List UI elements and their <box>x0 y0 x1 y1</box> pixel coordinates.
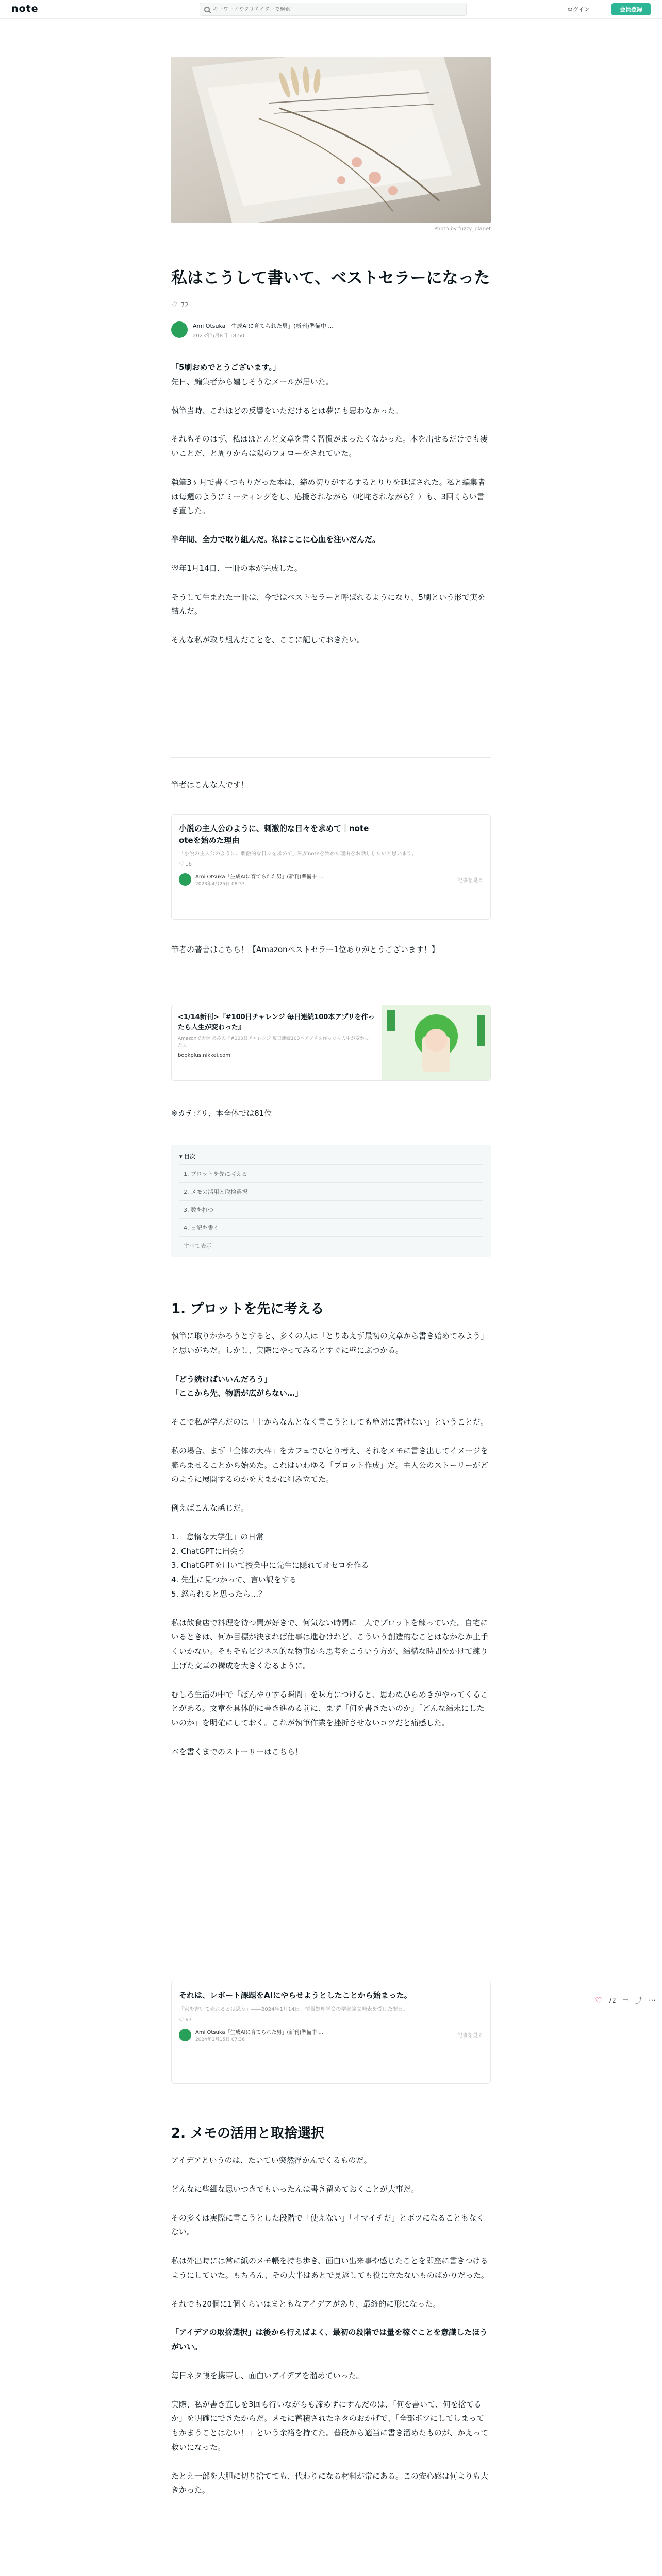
book-cover-image <box>382 1005 490 1080</box>
body-paragraph: 例えばこんな感じだ。 <box>171 1503 249 1513</box>
embed-author: Ami Otsuka「生成AIに育てられた男」(新刊)準備中 ... <box>195 874 323 880</box>
profile-lead: 筆者はこんな人です！ <box>171 780 249 789</box>
embed-likes: ♡ 67 <box>179 2016 192 2023</box>
article-title: 私はこうして書いて、ベストセラーになった <box>171 269 490 287</box>
body-paragraph: たとえ一部を大胆に切り捨てても、代わりになる材料が常にある。この安心感は何よりも大きかった。 <box>171 2471 489 2495</box>
book-link-domain: bookplus.nikkei.com <box>178 1053 231 1058</box>
book-lead: 筆者の著書はこちら！【Amazonベストセラー1位ありがとうございます！】 <box>171 945 439 954</box>
search-box[interactable] <box>200 3 467 16</box>
toc-item[interactable]: 1. プロットを先に考える <box>179 1165 483 1183</box>
body-paragraph: それでも20個に1個くらいはまともなアイデアがあり、最終的に形になった。 <box>171 2299 441 2309</box>
section-1-body <box>171 1329 491 1759</box>
search-icon <box>204 7 210 12</box>
author-avatar[interactable] <box>171 321 188 338</box>
embedded-note-card[interactable] <box>171 814 491 920</box>
body-paragraph: むしろ生活の中で「ぼんやりする瞬間」を味方につけると、思わぬひらめきがやってくることがある。文章を具体的に書き進める前に、まず「何を書きたいのか」「どんな結末にしたいのか」を明確にしておく。これが執筆作業を挫折させないコツだと痛感した。 <box>171 1689 488 1727</box>
body-paragraph: 実際、私が書き直しを3回も行いながらも諦めずにすんだのは、「何を書いて、何を捨てるか」を明確にできたからだ。メモに蓄積されたネタのおかげで、「全部ボツにしてしまってもかまうことはない！」という余裕を持てた。普段から適当に書き溜めたものが、かえって救いになった。 <box>171 2399 489 2452</box>
book-link-card[interactable] <box>171 1005 491 1081</box>
intro-paragraph: そんな私が取り組んだことを、ここに記しておきたい。 <box>171 635 365 645</box>
intro-paragraph: 先日、編集者から嬉しそうなメールが届いた。 <box>171 377 334 386</box>
search-input[interactable] <box>213 7 460 12</box>
more-icon[interactable]: ⋯ <box>648 1996 656 2005</box>
floating-like-count: 72 <box>608 1997 616 2004</box>
embed-author: Ami Otsuka「生成AIに育てられた男」(新刊)準備中 ... <box>195 2029 323 2036</box>
embed-title-continued: oteを始めた理由 <box>179 835 240 845</box>
body-paragraph: そこで私が学んだのは「上からなんとなく書こうとしても絶対に書けない」ということだ。 <box>171 1417 489 1427</box>
body-paragraph: どんなに些細な思いつきでもいったんは書き留めておくことが大事だ。 <box>171 2184 419 2194</box>
body-paragraph: 「アイデアの取捨選択」は後から行えばよく、最初の段階では量を稼ぐことを意識したほうがいい。 <box>171 2328 488 2351</box>
embed-title: 小説の主人公のように、刺激的な日々を求めて｜note <box>179 824 369 833</box>
comment-icon[interactable]: ▭ <box>622 1996 629 2005</box>
toc-item[interactable]: 4. 日記を書く <box>179 1219 483 1237</box>
embed-read-link[interactable]: 記事を見る <box>457 877 483 884</box>
publish-date: 2023年5月8日 18:50 <box>193 333 245 339</box>
body-paragraph: 執筆に取りかかろうとすると、多くの人は「とりあえず最初の文章から書き始めてみよう」と思いがちだ。しかし、実際にやってみるとすぐに壁にぶつかる。 <box>171 1331 489 1355</box>
divider <box>171 757 491 758</box>
body-paragraph: 私の場合、まず「全体の大枠」をカフェでひとり考え、それをメモに書き出してイメージを膨らませることから始めた。これはいわゆる「プロット作成」だ。主人公のストーリーがどのように展開するのかを大まかに組み立てた。 <box>171 1446 488 1484</box>
heart-icon[interactable]: ♡ <box>595 1996 602 2005</box>
hero-caption: Photo by fuzzy_planet <box>434 226 491 232</box>
hero-image <box>171 57 491 223</box>
section-heading: 2. メモの活用と取捨選択 <box>171 2126 325 2141</box>
category-note: ※カテゴリ、本全体では81位 <box>171 1109 272 1118</box>
intro-paragraph: 執筆3ヶ月で書くつもりだった本は、締め切りがするするとりりを延ばされた。私と編集者は毎週のようにミーティングをし、応援されながら（叱咤されながら？）も、3回くらい書き直した。 <box>171 477 486 516</box>
embedded-note-card[interactable] <box>171 1981 491 2084</box>
body-paragraph: 私は外出時には常に紙のメモ帳を持ち歩き、面白い出来事や感じたことを即座に書きつけるようにしていた。もちろん、その大半はあとで見返しても役に立たないものばかりだった。 <box>171 2256 489 2280</box>
toc-item[interactable]: 3. 数を打つ <box>179 1201 483 1219</box>
intro-paragraph: 執筆当時、これほどの反響をいただけるとは夢にも思わなかった。 <box>171 405 404 415</box>
intro-paragraph: 「5刷おめでとうございます。」 <box>171 363 280 372</box>
section-heading: 1. プロットを先に考える <box>171 1301 324 1317</box>
heart-outline-icon[interactable]: ♡ <box>171 301 178 309</box>
toc-title: ▾ 目次 <box>179 1150 483 1165</box>
toc-item[interactable]: 2. メモの活用と取捨選択 <box>179 1183 483 1201</box>
embed-excerpt: 「家を書いて売れるとは思う」――2024年1月14日、情報処理学会の学部論文発表を受けた翌日。 <box>179 2006 408 2012</box>
body-paragraph: その多くは実際に書こうとした段階で「使えない」「イマイチだ」とボツになることもなくない。 <box>171 2213 485 2237</box>
intro-paragraph: それもそのはず、私はほとんど文章を書く習慣がまったくなかった。本を出せるだけでも凄いことだ、と周りからは陽のフォローをされていた。 <box>171 434 488 458</box>
share-icon[interactable]: ⤴ <box>635 1997 642 2005</box>
body-paragraph: 「どう続けばいいんだろう」 「ここから先、物語が広がらない…」 <box>171 1374 303 1398</box>
likes-row <box>171 301 491 309</box>
embed-title: それは、レポート課題をAIにやらせようとしたことから始まった。 <box>179 1991 412 2000</box>
embed-likes: ♡ 16 <box>179 861 192 867</box>
author-name[interactable]: Ami Otsuka「生成AIに育てられた男」(新刊)準備中 ... <box>193 323 334 329</box>
floating-action-bar <box>595 1995 656 2006</box>
table-of-contents <box>171 1145 491 1257</box>
embed-date: 2024年1月15日 07:36 <box>195 2037 245 2042</box>
section-2-body <box>171 2154 491 2498</box>
author-row <box>171 321 491 339</box>
intro-paragraph: 翌年1月14日、一冊の本が完成した。 <box>171 563 302 573</box>
intro-paragraph: 半年間、全力で取り組んだ。私はここに心血を注いだんだ。 <box>171 535 380 544</box>
body-paragraph: 私は飲食店で料理を待つ間が好きで、何気ない時間に一人でプロットを練っていた。自宅にいるときは、何か目標が決まれば仕事は進むけれど、こういう創造的なことはなかなか上手くいかない。そもそもビジネス的な物事から思考をこういう方が、結構な時間をかけて練り上げた文章の構成を大きくなるように。 <box>171 1618 489 1670</box>
book-link-title: <1/14新刊>『#100日チャレンジ 毎日連続100本アプリを作ったら人生が変わった』 <box>178 1013 375 1031</box>
top-navigation-bar <box>0 0 662 19</box>
embed-read-link[interactable]: 記事を見る <box>457 2033 483 2039</box>
embed-author-avatar <box>179 873 191 886</box>
hero-photo-illustration <box>171 57 491 223</box>
body-paragraph: アイデアというのは、たいてい突然浮かんでくるものだ。 <box>171 2156 372 2165</box>
embed-excerpt: 「小説の主人公のように、刺激的な日々を求めて」私がnoteを始めた理由をお話ししたいと思います。 <box>179 851 417 857</box>
intro-section <box>171 361 491 648</box>
body-paragraph: 本を書くまでのストーリーはこちら！ <box>171 1747 303 1756</box>
embed-author-avatar <box>179 2029 191 2041</box>
toc-show-all[interactable]: すべて表示 <box>184 1243 212 1249</box>
embed-date: 2023年4月25日 08:33 <box>195 882 245 887</box>
body-paragraph: 毎日ネタ帳を携帯し、面白いアイデアを溜めていった。 <box>171 2370 364 2380</box>
signup-button[interactable]: 会員登録 <box>611 3 651 15</box>
numbered-list: 1.「怠惰な大学生」の日常 2. ChatGPTに出会う 3. ChatGPTを用いて授業中に先生に隠れてオセロを作る 4. 先生に見つかって、言い訳をする 5. 怒られると思ったら…？ <box>171 1532 369 1599</box>
book-link-excerpt: Amazonで大塚 あみの『#100日チャレンジ 毎日連続100本アプリを作ったら人生が変わった』。 <box>178 1036 369 1048</box>
note-logo[interactable]: note <box>11 3 39 14</box>
like-count: 72 <box>180 301 189 309</box>
login-link[interactable]: ログイン <box>567 6 590 13</box>
intro-paragraph: そうして生まれた一冊は、今ではベストセラーと呼ばれるようになり、5刷という形で実を結んだ。 <box>171 592 486 616</box>
